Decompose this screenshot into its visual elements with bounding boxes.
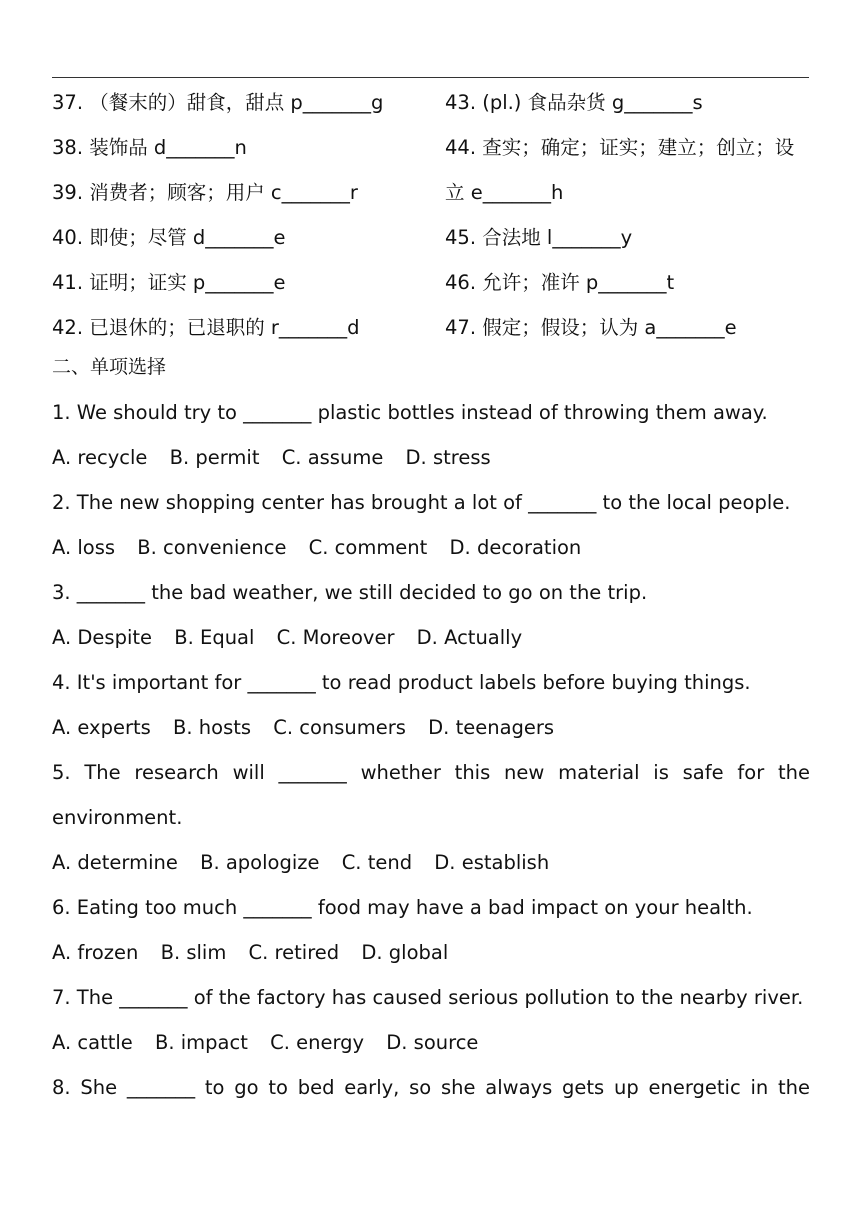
question-4-stem: 4. It's important for _______ to read product labels before buying things. bbox=[52, 671, 751, 694]
question-2-options bbox=[52, 525, 810, 570]
option-d[interactable]: D. global bbox=[361, 941, 449, 964]
option-a[interactable]: A. experts bbox=[52, 716, 151, 739]
question-6-options bbox=[52, 930, 810, 975]
option-c[interactable]: C. consumers bbox=[273, 716, 406, 739]
vocab-item-41: 41. 证明；证实 p_______e bbox=[52, 271, 286, 294]
vocab-item-40: 40. 即使；尽管 d_______e bbox=[52, 226, 286, 249]
option-b[interactable]: B. Equal bbox=[174, 626, 255, 649]
option-a[interactable]: A. cattle bbox=[52, 1031, 133, 1054]
option-b[interactable]: B. apologize bbox=[200, 851, 320, 874]
vocab-item-42: 42. 已退休的；已退职的 r_______d bbox=[52, 316, 360, 339]
option-c[interactable]: C. comment bbox=[308, 536, 428, 559]
vocab-item-38: 38. 装饰品 d_______n bbox=[52, 136, 247, 159]
option-d[interactable]: D. teenagers bbox=[428, 716, 555, 739]
option-c[interactable]: C. assume bbox=[281, 446, 384, 469]
section-heading: 二、单项选择 bbox=[52, 356, 167, 378]
option-d[interactable]: D. decoration bbox=[449, 536, 582, 559]
option-a[interactable]: A. determine bbox=[52, 851, 178, 874]
question-8-stem: 8. She _______ to go to bed early, so she always gets up energetic in the bbox=[52, 1076, 810, 1099]
question-3-options bbox=[52, 615, 810, 660]
vocab-item-43: 43. (pl.) 食品杂货 g_______s bbox=[445, 91, 703, 114]
option-b[interactable]: B. impact bbox=[154, 1031, 248, 1054]
option-a[interactable]: A. recycle bbox=[52, 446, 148, 469]
option-c[interactable]: C. retired bbox=[248, 941, 340, 964]
question-1-stem: 1. We should try to _______ plastic bottles instead of throwing them away. bbox=[52, 401, 768, 424]
option-d[interactable]: D. Actually bbox=[416, 626, 523, 649]
question-7-options bbox=[52, 1020, 810, 1065]
vocab-item-47: 47. 假定；假设；认为 a_______e bbox=[445, 316, 737, 339]
question-2-stem: 2. The new shopping center has brought a lot of _______ to the local people. bbox=[52, 491, 791, 514]
vocab-item-45: 45. 合法地 l_______y bbox=[445, 226, 633, 249]
question-6-stem: 6. Eating too much _______ food may have a bad impact on your health. bbox=[52, 896, 753, 919]
option-a[interactable]: A. Despite bbox=[52, 626, 153, 649]
vocab-item-44: 44. 查实；确定；证实；建立；创立；设 bbox=[445, 136, 795, 159]
vocab-item-37: 37. （餐末的）甜食，甜点 p_______g bbox=[52, 91, 384, 114]
vocab-item-44-continued: 立 e_______h bbox=[445, 181, 564, 204]
option-b[interactable]: B. convenience bbox=[137, 536, 287, 559]
option-a[interactable]: A. loss bbox=[52, 536, 116, 559]
option-b[interactable]: B. permit bbox=[169, 446, 260, 469]
question-1-options bbox=[52, 435, 810, 480]
option-b[interactable]: B. hosts bbox=[173, 716, 252, 739]
option-c[interactable]: C. Moreover bbox=[276, 626, 395, 649]
question-5-options bbox=[52, 840, 810, 885]
option-c[interactable]: C. tend bbox=[341, 851, 413, 874]
option-d[interactable]: D. stress bbox=[405, 446, 491, 469]
option-c[interactable]: C. energy bbox=[270, 1031, 365, 1054]
top-rule bbox=[52, 77, 809, 78]
question-4-options bbox=[52, 705, 810, 750]
vocab-item-39: 39. 消费者；顾客；用户 c_______r bbox=[52, 181, 358, 204]
question-5-stem: 5. The research will _______ whether this new material is safe for the bbox=[52, 761, 810, 784]
option-d[interactable]: D. source bbox=[386, 1031, 479, 1054]
option-b[interactable]: B. slim bbox=[160, 941, 227, 964]
option-a[interactable]: A. frozen bbox=[52, 941, 139, 964]
vocab-item-46: 46. 允许；准许 p_______t bbox=[445, 271, 675, 294]
question-7-stem: 7. The _______ of the factory has caused serious pollution to the nearby river. bbox=[52, 986, 804, 1009]
question-3-stem: 3. _______ the bad weather, we still decided to go on the trip. bbox=[52, 581, 648, 604]
option-d[interactable]: D. establish bbox=[434, 851, 550, 874]
question-5-stem-continued: environment. bbox=[52, 806, 183, 829]
